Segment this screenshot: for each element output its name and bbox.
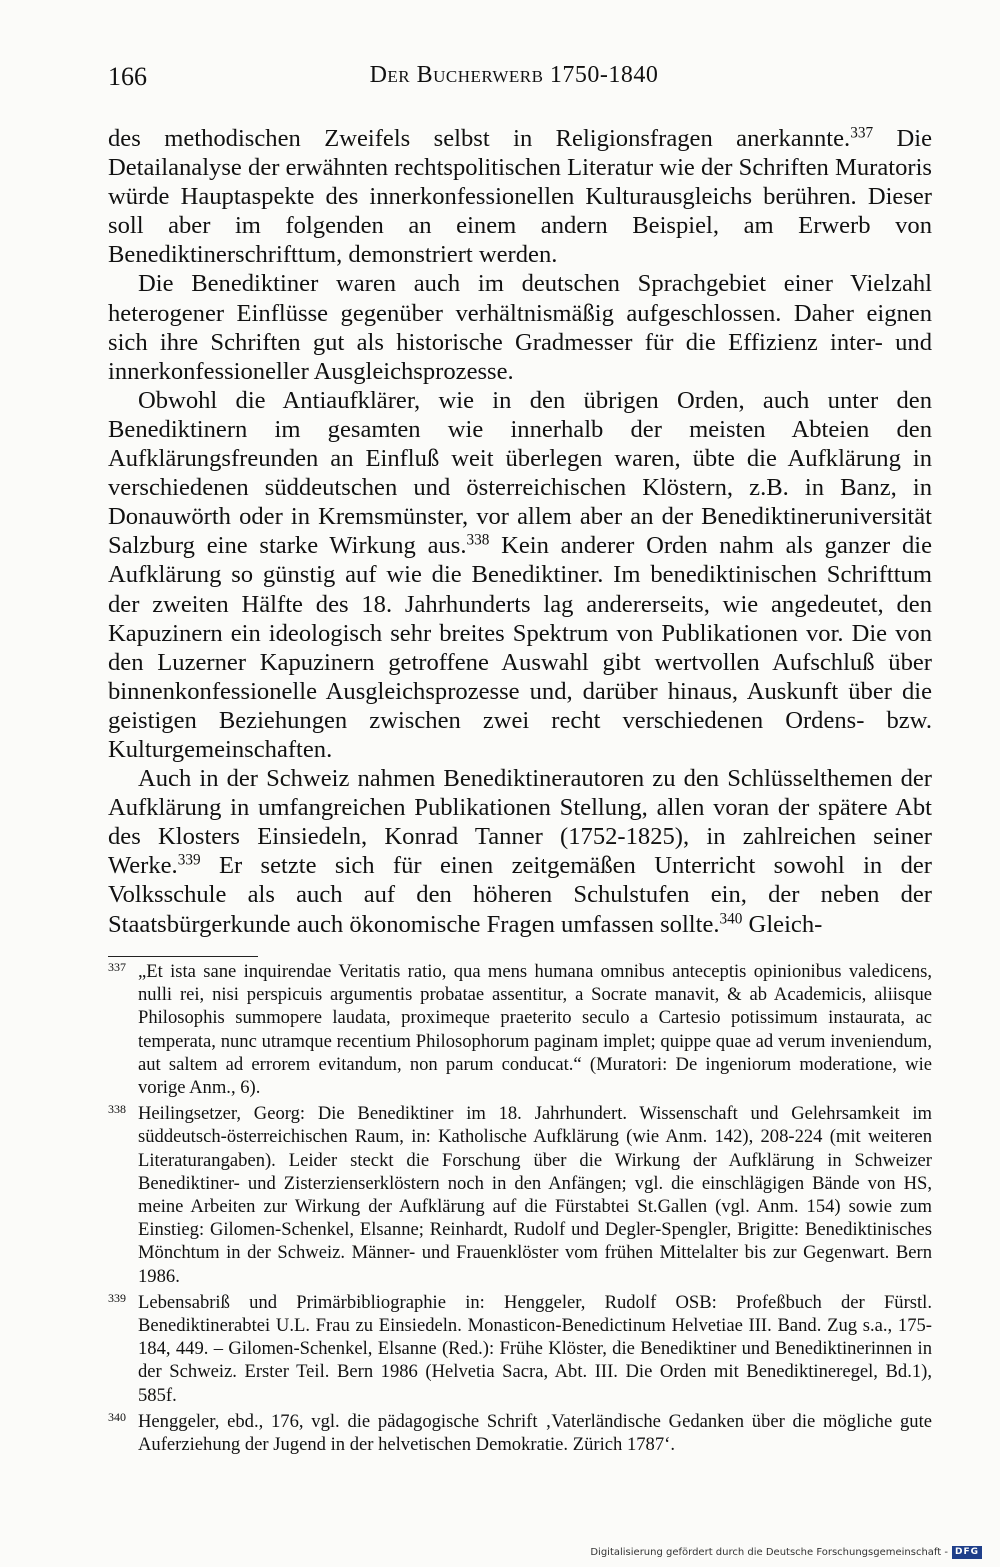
footnote-ref[interactable]: 339 <box>177 851 201 869</box>
footnote-ref[interactable]: 337 <box>850 124 874 142</box>
footnote-text: Henggeler, ebd., 176, vgl. die pädagogische Schrift ‚Vaterländische Gedanken über die mögliche gute Auferziehung der Jugend in der helvetischen Demokratie. Zürich 1787‘. <box>138 1410 932 1456</box>
footnote-337 <box>108 960 932 1099</box>
footnote-number: 337 <box>108 960 126 974</box>
footnote-340 <box>108 1410 932 1456</box>
footnote-338 <box>108 1102 932 1288</box>
paragraph <box>108 386 932 764</box>
credit-text: Digitalisierung gefördert durch die Deutsche Forschungsgemeinschaft - <box>590 1547 948 1558</box>
footnote-text: Lebensabriß und Primärbibliographie in: Henggeler, Rudolf OSB: Profeßbuch der Fürstl. Benediktinerabtei U.L. Frau zu Einsiedeln. Monasticon-Benedictinum Helvetiae III. Band. Zug s.a., 175-184, 449. – Gilomen-Schenkel, Elsanne (Red.): Frühe Klöster, die Benediktiner und Benediktinerinnen in der Schweiz. Erster Teil. Bern 1986 (Helvetia Sacra, Abt. III. Die Orden mit Benediktineregel, Bd.1), 585f. <box>138 1291 932 1406</box>
footnote-ref[interactable]: 338 <box>466 531 490 549</box>
digitization-credit <box>590 1546 982 1559</box>
footnote-text: Heilingsetzer, Georg: Die Benediktiner im 18. Jahrhundert. Wissenschaft und Gelehrsamkeit im süddeutsch-österreichischen Raum, in: Katholische Aufklärung (wie Anm. 142), 208-224 (mit weiteren Literaturangaben). Leider steckt die Forschung über die Wirkung der Aufklärung in Schweizer Benediktiner- und Zisterzienserklöstern noch in den Anfängen; vgl. die einschlägigen Bände von HS, meine Arbeiten zur Wirkung der Aufklärung auf die Fürstabtei St.Gallen (vgl. Anm. 154) sowie zum Einstieg: Gilomen-Schenkel, Elsanne; Reinhardt, Rudolf und Degler-Spengler, Brigitte: Benediktinisches Mönchtum in der Schweiz. Männer- und Frauenklöster vom frühen Mittelalter bis zur Gegenwart. Bern 1986. <box>138 1103 932 1287</box>
footnote-number: 338 <box>108 1102 126 1117</box>
footnotes <box>108 960 932 1459</box>
paragraph <box>108 124 932 269</box>
footnote-text: „Et ista sane inquirendae Veritatis ratio, qua mens humana omnibus anteceptis opinionibus valedicens, nulli rei, nisi perspicuis argumentis probatae assentitur, a Socrate manavit, & ab Academicis, aliisque Philosophis summopere laudata, proximeque praeterito seculo a Cartesio potissimum instaurata, ac temperata, nunc utramque recentium Philosophorum paginam implet; quippe quae ad verum inveniendum, aut saltem ad errorem evitandum, non parum conducat.“ (Muratori: De ingeniorum moderatione, wie vorige Anm., 6). <box>138 961 932 1099</box>
paragraph-text: Die Detailanalyse der erwähnten rechtspolitischen Literatur wie der Schriften Muratoris würde Hauptaspekte des innerkonfessionellen Kulturausgleichs berühren. Dieser soll aber im folgenden an einem andern Beispiel, am Erwerb von Benediktinerschrifttum, demonstriert werden. <box>108 125 932 269</box>
paragraph-text: Kein anderer Orden nahm als ganzer die Aufklärung so günstig auf wie die Benediktiner. Im benediktinischen Schrifttum der zweiten Hälfte des 18. Jahrhunderts lag andererseits, wie angedeutet, den Kapuzinern ein ideologisch sehr breites Spektrum von Publikationen vor. Die von den Luzerner Kapuzinern getroffene Auswahl gibt wertvollen Aufschluß über binnenkonfessionelle Ausgleichsprozesse und, darüber hinaus, Auskunft über die geistigen Beziehungen zwischen zwei recht verschiedenen Ordens- bzw. Kulturgemeinschaften. <box>108 532 932 763</box>
dfg-logo: DFG <box>952 1546 982 1559</box>
running-title: Der Bucherwerb 1750-1840 <box>369 62 659 88</box>
footnote-339 <box>108 1291 932 1407</box>
paragraph: Die Benediktiner waren auch im deutschen Sprachgebiet einer Vielzahl heterogener Einflüsse gegenüber verhältnismäßig aufgeschlossen. Daher eignen sich ihre Schriften gut als historische Gradmesser für die Effizienz inter- und innerkonfessioneller Ausgleichsprozesse. <box>108 270 932 385</box>
paragraph-text: Er setzte sich für einen zeitgemäßen Unterricht sowohl in der Volksschule als auch auf den höheren Schulstufen ein, der neben der Staatsbürgerkunde auch ökonomische Fragen umfassen sollte. <box>108 852 932 938</box>
footnote-number: 340 <box>108 1409 126 1424</box>
paragraph-text: Obwohl die Antiaufklärer, wie in den übrigen Orden, auch unter den Benediktinern im gesamten wie innerhalb der meisten Abteien den Aufklärungsfreunden an Einfluß weit überlegen waren, übte die Aufklärung in verschiedenen süddeutschen und österreichischen Klöstern, z.B. in Banz, in Donauwörth oder in Kremsmünster, vor allem aber an der Benediktineruniversität Salzburg eine starke Wirkung aus. <box>108 386 932 560</box>
paragraph-text: Gleich- <box>742 910 823 938</box>
paragraph <box>108 764 932 939</box>
main-text <box>108 124 932 939</box>
footnote-ref[interactable]: 340 <box>719 910 743 928</box>
paragraph-text: des methodischen Zweifels selbst in Religionsfragen anerkannte. <box>108 125 851 152</box>
paragraph-text: Auch in der Schweiz nahmen Benediktinerautoren zu den Schlüsselthemen der Aufklärung in umfangreichen Publikationen Stellung, allen voran der spätere Abt des Klosters Einsiedeln, Konrad Tanner (1752-1825), in zahlreichen seiner Werke. <box>108 765 932 880</box>
footnote-divider <box>108 956 258 957</box>
page-header <box>108 62 920 98</box>
page-number: 166 <box>108 62 147 91</box>
footnote-number: 339 <box>108 1290 126 1305</box>
